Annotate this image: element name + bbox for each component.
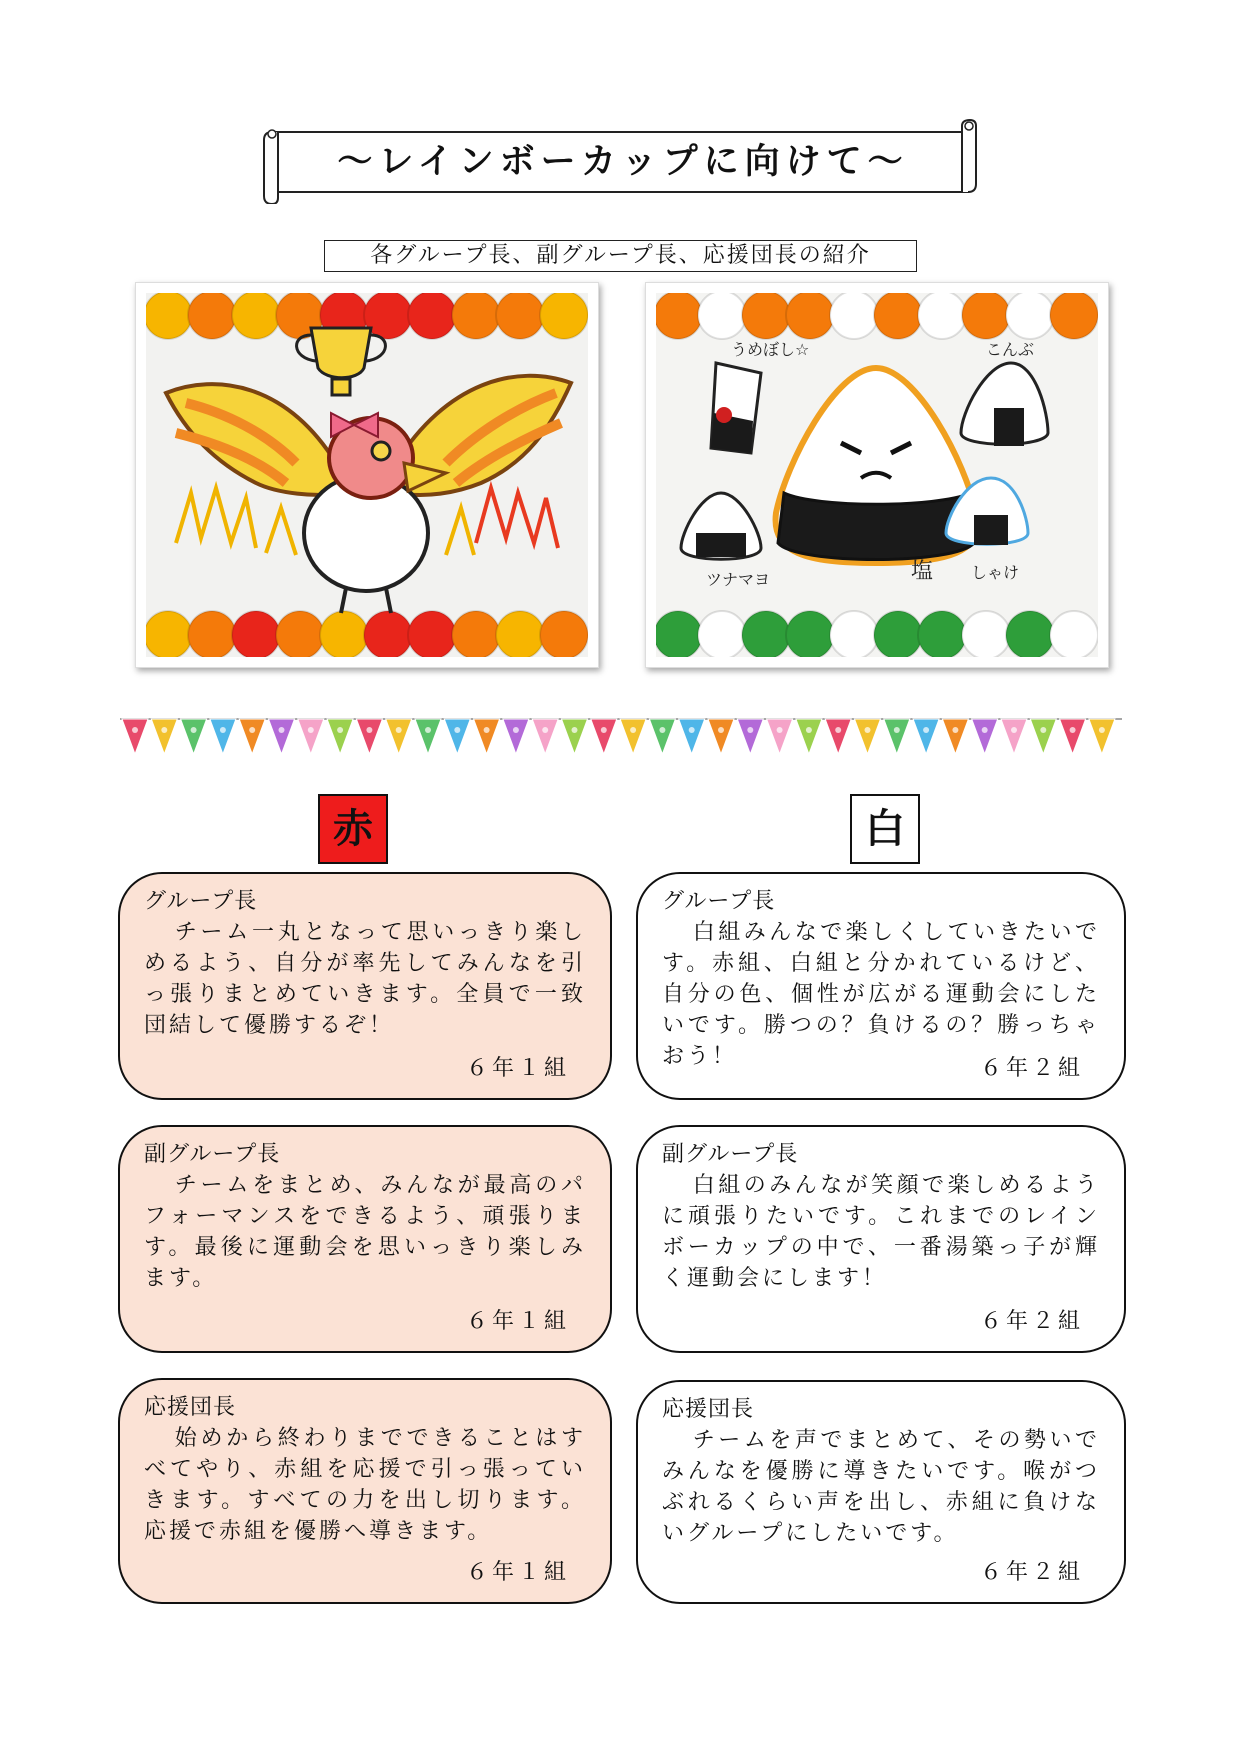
bunting-flag [708, 719, 734, 754]
card-role: 副グループ長 [662, 1142, 799, 1167]
bunting-dot [337, 727, 343, 733]
pompom [918, 611, 966, 657]
bunting-flag [649, 719, 675, 754]
pompom [452, 611, 500, 657]
drawing-label: しゃけ [971, 563, 1020, 582]
pompom [962, 293, 1010, 339]
bunting-dot [806, 727, 812, 733]
pompom [496, 611, 544, 657]
pompom [364, 611, 412, 657]
white-cheer-leader-card [636, 1380, 1126, 1604]
card-class: ６年１組 [465, 1560, 570, 1585]
bunting-flag [796, 719, 822, 754]
pompom [276, 611, 324, 657]
bunting-flag [591, 719, 617, 754]
card-role: 副グループ長 [144, 1142, 281, 1167]
card-role: グループ長 [144, 889, 258, 914]
bunting-dot [220, 727, 226, 733]
pompom [1050, 293, 1098, 339]
bunting-dot [835, 727, 841, 733]
bunting-dot [161, 727, 167, 733]
rice-ball-characters-drawing-icon [656, 293, 1098, 657]
pompom [146, 293, 192, 339]
bunting-flag [1001, 719, 1027, 754]
bunting-dot [601, 727, 607, 733]
pompom [452, 293, 500, 339]
bunting-dot [718, 727, 724, 733]
bunting-dot [659, 727, 665, 733]
drawing-label: うめぼし☆ [731, 340, 810, 359]
bunting-flag [444, 719, 470, 754]
bunting-dot [923, 727, 929, 733]
bunting-dot [279, 727, 285, 733]
bunting-flags-icon [120, 716, 1122, 756]
bunting-flag [620, 719, 646, 754]
bunting-flag [855, 719, 881, 754]
bunting-dot [747, 727, 753, 733]
pompom [918, 293, 966, 339]
bunting-flag [884, 719, 910, 754]
bunting-dot [1070, 727, 1076, 733]
pompom [232, 611, 280, 657]
pompom [408, 611, 456, 657]
bunting-dot [630, 727, 636, 733]
pompom [146, 611, 192, 657]
red-cheer-leader-card [118, 1378, 612, 1604]
pompom [698, 293, 746, 339]
card-message: 始めから終わりまでできることはすべてやり、赤組を応援で引っ張っていきます。すべての力を出し切ります。応援で赤組を優勝へ導きます。 [144, 1426, 586, 1544]
bunting-flag [942, 719, 968, 754]
pompom [1006, 293, 1054, 339]
bunting-flag [972, 719, 998, 754]
title-banner [258, 118, 982, 204]
card-message: 白組みんなで楽しくしていきたいです。赤組、白組と分かれているけど、自分の色、個性が広がる運動会にしたいです。勝つの？負けるの？勝っちゃおう！ [662, 920, 1100, 1069]
pompom [1050, 611, 1098, 657]
bunting-flag [122, 719, 148, 754]
page-subtitle: 各グループ長、副グループ長、応援団長の紹介 [324, 240, 917, 272]
bunting-flag [181, 719, 207, 754]
white-group-leader-card [636, 872, 1126, 1100]
pompom [786, 611, 834, 657]
bunting-flag [239, 719, 265, 754]
pompom [408, 293, 456, 339]
pompom [496, 293, 544, 339]
bunting-flag [327, 719, 353, 754]
bunting-dot [542, 727, 548, 733]
bunting-dot [1099, 727, 1105, 733]
card-class: ６年１組 [465, 1056, 570, 1081]
card-class: ６年１組 [465, 1309, 570, 1334]
card-role: グループ長 [662, 889, 776, 914]
card-class: ６年２組 [979, 1309, 1084, 1334]
bunting-dot [1011, 727, 1017, 733]
bunting-flag [415, 719, 441, 754]
card-message: チームを声でまとめて、その勢いでみんなを優勝に導きたいです。喉がつぶれるくらい声を出し、赤組に負けないグループにしたいです。 [662, 1428, 1100, 1546]
white-team-drawing [645, 282, 1109, 668]
bunting-flag [269, 719, 295, 754]
white-vice-group-leader-card [636, 1125, 1126, 1353]
pompom [786, 293, 834, 339]
bunting-flag [913, 719, 939, 754]
bunting-dot [689, 727, 695, 733]
pompom [698, 611, 746, 657]
bunting-flag [562, 719, 588, 754]
bunting-dot [308, 727, 314, 733]
phoenix-trophy-drawing-icon [146, 293, 588, 657]
bunting-flag [474, 719, 500, 754]
bunting-flag [767, 719, 793, 754]
bunting-dot [1040, 727, 1046, 733]
pompom [874, 611, 922, 657]
bunting-dot [366, 727, 372, 733]
pompom [656, 293, 702, 339]
pompom [232, 293, 280, 339]
card-message: チームをまとめ、みんなが最高のパフォーマンスをできるよう、頑張ります。最後に運動会を思いっきり楽しみます。 [144, 1173, 586, 1291]
card-role: 応援団長 [662, 1397, 755, 1422]
bunting-dot [191, 727, 197, 733]
bunting-flag [825, 719, 851, 754]
bunting-flag [151, 719, 177, 754]
red-group-leader-card [118, 872, 612, 1100]
bunting-dot [132, 727, 138, 733]
drawing-label: ツナマヨ [706, 570, 771, 589]
red-team-label: 赤 [318, 794, 388, 864]
red-team-drawing [135, 282, 599, 668]
bunting-flag [1060, 719, 1086, 754]
pompom [742, 611, 790, 657]
pompom [1006, 611, 1054, 657]
bunting-flag [356, 719, 382, 754]
bunting-flag [210, 719, 236, 754]
card-message: 白組のみんなが笑顔で楽しめるように頑張りたいです。これまでのレインボーカップの中で、一番湯築っ子が輝く運動会にします！ [662, 1173, 1100, 1291]
red-vice-group-leader-card [118, 1125, 612, 1353]
bunting-flag [386, 719, 412, 754]
pompom [188, 293, 236, 339]
bunting-flag [503, 719, 529, 754]
pompom [830, 293, 878, 339]
bunting-dot [982, 727, 988, 733]
card-class: ６年２組 [979, 1056, 1084, 1081]
drawing-label: こんぶ [986, 340, 1035, 359]
drawing-label: 塩 [911, 559, 934, 584]
bunting-dot [454, 727, 460, 733]
bunting-dot [865, 727, 871, 733]
bunting-flag [532, 719, 558, 754]
bunting-dot [396, 727, 402, 733]
card-message: チーム一丸となって思いっきり楽しめるよう、自分が率先してみんなを引っ張りまとめていきます。全員で一致団結して優勝するぞ！ [144, 920, 586, 1038]
bunting-dot [484, 727, 490, 733]
pompom [874, 293, 922, 339]
bunting-dot [513, 727, 519, 733]
bunting-dot [777, 727, 783, 733]
white-team-label: 白 [850, 794, 920, 864]
pompom [188, 611, 236, 657]
pompom [320, 611, 368, 657]
pompom [742, 293, 790, 339]
pompom [656, 611, 702, 657]
bunting-dot [894, 727, 900, 733]
bunting-dot [425, 727, 431, 733]
pompom [962, 611, 1010, 657]
bunting-flag [737, 719, 763, 754]
bunting-flag [679, 719, 705, 754]
bunting-dot [572, 727, 578, 733]
page-title: ～レインボーカップに向けて～ [337, 142, 909, 182]
bunting-flag [1030, 719, 1056, 754]
card-role: 応援団長 [144, 1395, 237, 1420]
bunting-flag [298, 719, 324, 754]
bunting-dot [952, 727, 958, 733]
pompom [540, 293, 588, 339]
pompom [830, 611, 878, 657]
card-class: ６年２組 [979, 1560, 1084, 1585]
pompom [540, 611, 588, 657]
bunting-dot [249, 727, 255, 733]
bunting-flag [1089, 719, 1115, 754]
